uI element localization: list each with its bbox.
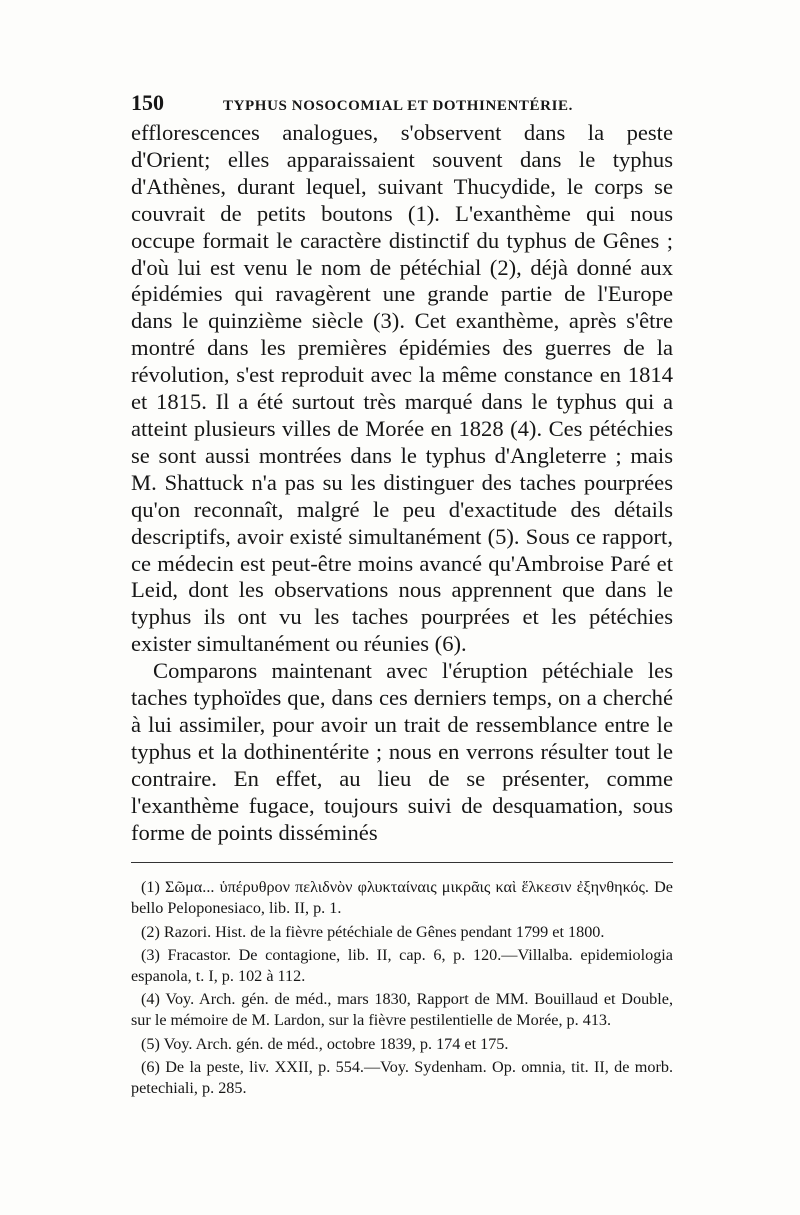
footnote-3: (3) Fracastor. De contagione, lib. II, cap. 6, p. 120.—Villalba. epidemiologia espanola, t. I, p. 102 à 112.: [131, 946, 673, 985]
book-page: [131, 90, 673, 1098]
footnotes: [131, 877, 673, 1098]
running-head: [131, 90, 673, 116]
footnote-1: (1) Σῶμα... ὑπέρυθρον πελιδνὸν φλυκταίναις μικρᾶις καὶ ἕλκεσιν ἐξηνθηκός. De bello Peloponesiaco, lib. II, p. 1.: [131, 878, 673, 918]
main-text: [131, 120, 673, 846]
footnote-2: (2) Razori. Hist. de la fièvre pétéchiale de Gênes pendant 1799 et 1800.: [141, 922, 605, 941]
body-paragraph: efflorescences analogues, s'observent dans la peste d'Orient; elles apparaissaient souvent dans le typhus d'Athènes, durant lequel, suivant Thucydide, le corps se couvrait de petits boutons (1). L'exanthème qui nous occupe formait le caractère distinctif du typhus de Gênes ; d'où lui est venu le nom de pétéchial (2), déjà donné aux épidémies qui ravagèrent une grande partie de l'Europe dans le quinzième siècle (3). Cet exanthème, après s'être montré dans les premières épidémies des guerres de la révolution, s'est reproduit avec la même constance en 1814 et 1815. Il a été surtout très marqué dans le typhus qui a atteint plusieurs villes de Morée en 1828 (4). Ces pétéchies se sont aussi montrées dans le typhus d'Angleterre ; mais M. Shattuck n'a pas su les distinguer des taches pourprées qu'on reconnaît, malgré le peu d'exactitude des détails descriptifs, avoir existé simultanément (5). Sous ce rapport, ce médecin est peut-être moins avancé qu'Ambroise Paré et Leid, dont les observations nous apprennent que dans le typhus ils ont vu les taches pourprées et les pétéchies exister simultanément ou réunies (6).: [131, 120, 673, 657]
page-number: 150: [131, 90, 164, 115]
footnote-6: (6) De la peste, liv. XXII, p. 554.—Voy. Sydenham. Op. omnia, tit. II, de morb. petechiali, p. 285.: [131, 1058, 673, 1097]
footnote-4: (4) Voy. Arch. gén. de méd., mars 1830, Rapport de MM. Bouillaud et Double, sur le mémoire de M. Lardon, sur la fièvre pestilentielle de Morée, p. 413.: [131, 990, 673, 1030]
footnote-5: (5) Voy. Arch. gén. de méd., octobre 1839, p. 174 et 175.: [141, 1034, 509, 1053]
footnote-separator: [131, 862, 673, 863]
running-title: TYPHUS NOSOCOMIAL ET DOTHINENTÉRIE.: [223, 98, 573, 114]
body-paragraph: Comparons maintenant avec l'éruption pétéchiale les taches typhoïdes que, dans ces derniers temps, on a cherché à lui assimiler, pour avoir un trait de ressemblance entre le typhus et la dothinentérite ; nous en verrons résulter tout le contraire. En effet, au lieu de se présenter, comme l'exanthème fugace, toujours suivi de desquamation, sous forme de points disséminés: [131, 658, 673, 845]
